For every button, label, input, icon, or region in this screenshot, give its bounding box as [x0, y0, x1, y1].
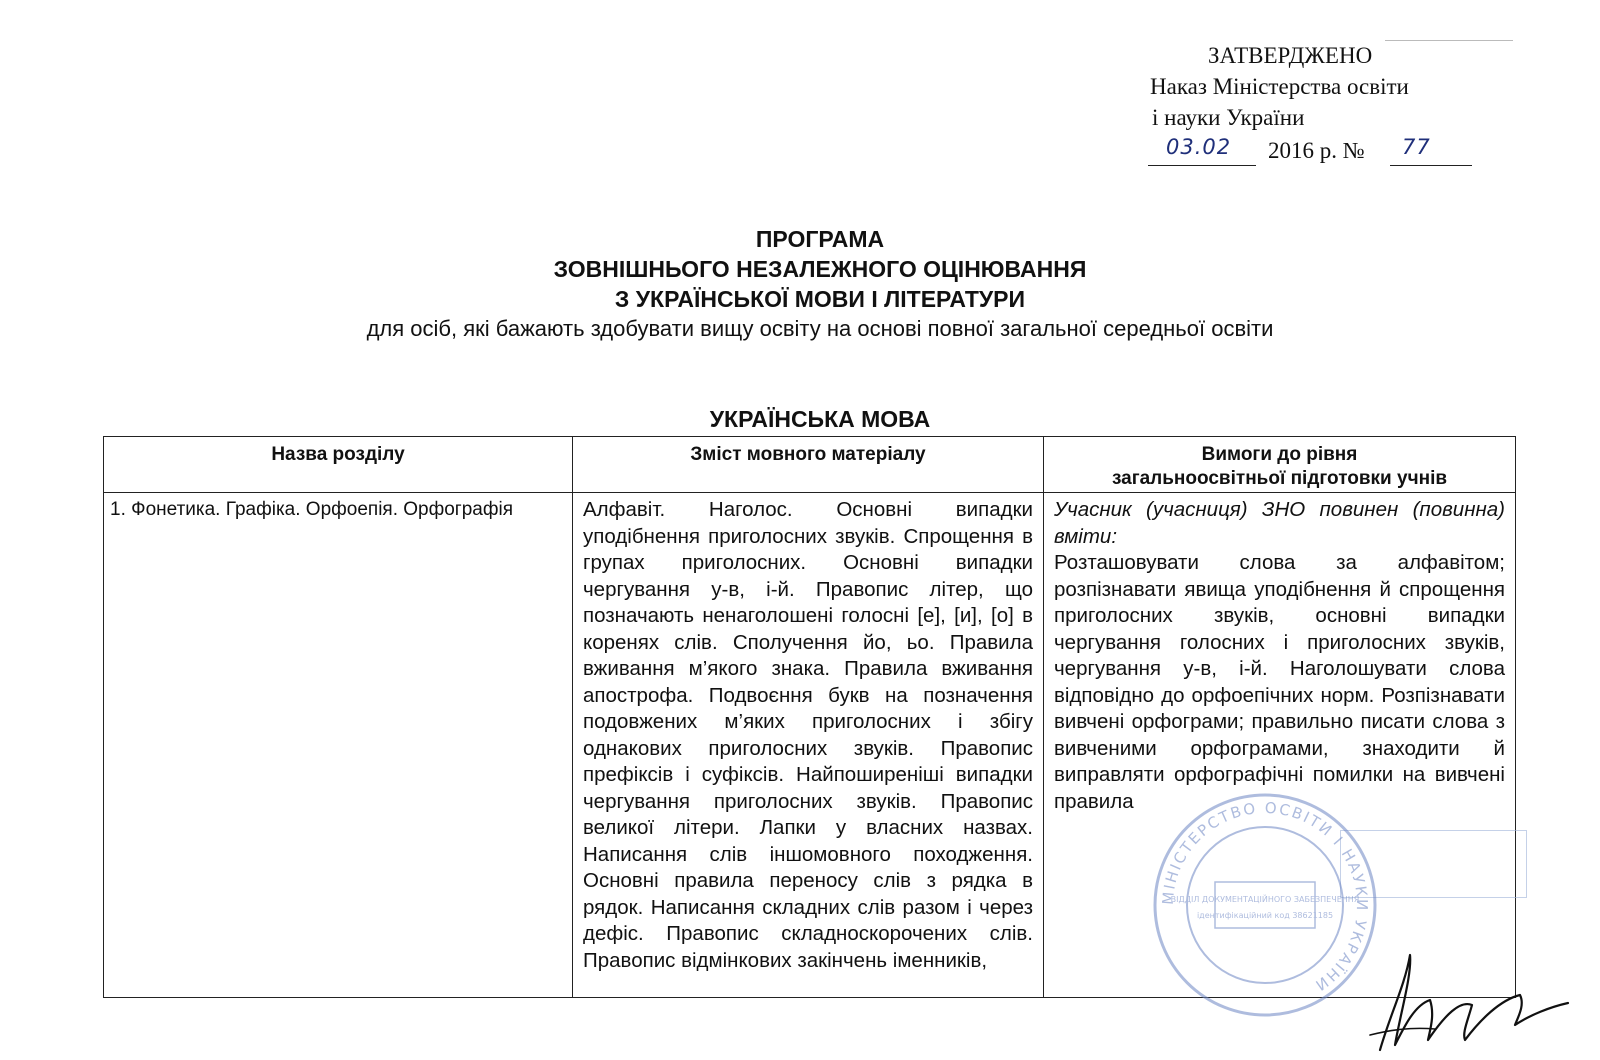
- order-year-text: 2016 р. №: [1268, 138, 1365, 163]
- program-heading: [0, 224, 1600, 344]
- heading-subtitle: для осіб, які бажають здобувати вищу освіту на основі повної загальної середньої освіти: [366, 316, 1274, 341]
- svg-text:ВІДДІЛ ДОКУМЕНТАЦІЙНОГО ЗАБЕЗП: ВІДДІЛ ДОКУМЕНТАЦІЙНОГО ЗАБЕЗПЕЧЕННЯ: [1170, 895, 1360, 904]
- approval-date-row: [1148, 135, 1508, 169]
- official-stamp: [1150, 790, 1380, 1020]
- content-cell: Алфавіт. Наголос. Основні випадки уподібнення приголосних звуків. Спрощення в групах приголосних. Основні випадки чергування у-в, і-й. Правопис літер, що позначають ненаголошені голосні [е], [и], [о] в коренях слів. Сполучення йо, ьо. Правила вживання м’якого знака. Правила вживання апострофа. Подвоєння букв на позначення подовжених м’яких приголосних і збігу однакових приголосних звуків. Правопис префіксів і суфіксів. Найпоширеніші випадки чергування приголосних звуків. Правопис великої літери. Лапки у власних назвах. Написання слів іншомовного походження. Основні правила переносу слів з рядка в рядок. Написання складних слів разом і через дефіс. Правопис складноскорочених слів. Правопис відмінкових закінчень іменників,: [573, 493, 1044, 998]
- approval-title: ЗАТВЕРДЖЕНО: [1208, 43, 1373, 68]
- date-blank: [1148, 135, 1256, 166]
- svg-text:МІНІСТЕРСТВО ОСВІТИ І НАУКИ УК: МІНІСТЕРСТВО ОСВІТИ І НАУКИ УКРАЇНИ: [1158, 798, 1372, 996]
- section-title: УКРАЇНСЬКА МОВА: [709, 406, 931, 432]
- heading-line-1: ПРОГРАМА: [755, 226, 885, 252]
- number-blank: [1390, 135, 1472, 166]
- requirements-text: Розташовувати слова за алфавітом; розпізнавати явища уподібнення й спрощення приголосних звуків, основні випадки чергування голосних і приголосних звуків, чергування у-в, і-й. Наголошувати слова відповідно до орфоепічних норм. Розпізнавати вивчені орфограми; правильно писати слова з вивченими орфограмами, знаходити й виправляти орфографічні помилки на вивчені правила: [1054, 551, 1505, 813]
- approval-block: [1148, 40, 1508, 169]
- heading-line-3: З УКРАЇНСЬКОЇ МОВИ І ЛІТЕРАТУРИ: [614, 286, 1026, 312]
- heading-line-2: ЗОВНІШНЬОГО НЕЗАЛЕЖНОГО ОЦІНЮВАННЯ: [553, 256, 1087, 282]
- signature: [1350, 945, 1570, 1055]
- header-content: Зміст мовного матеріалу: [573, 437, 1044, 493]
- approval-order-line: Наказ Міністерства освіти: [1150, 74, 1409, 99]
- approval-ministry-line: і науки України: [1152, 105, 1305, 130]
- header-section-name: Назва розділу: [104, 437, 573, 493]
- handwritten-number: 77: [1402, 135, 1431, 159]
- svg-text:ідентифікаційний код 38621185: ідентифікаційний код 38621185: [1196, 911, 1334, 920]
- table-header-row: [104, 437, 1516, 493]
- header-requirements-line-2: загальноосвітньої підготовки учнів: [1111, 468, 1448, 489]
- header-requirements-line-1: Вимоги до рівня: [1201, 444, 1358, 465]
- header-requirements: [1044, 437, 1516, 493]
- section-name-cell: 1. Фонетика. Графіка. Орфоепія. Орфографія: [104, 493, 573, 998]
- handwritten-date: 03.02: [1166, 135, 1232, 159]
- requirements-intro: Учасник (учасниця) ЗНО повинен (повинна) вміти:: [1054, 498, 1505, 548]
